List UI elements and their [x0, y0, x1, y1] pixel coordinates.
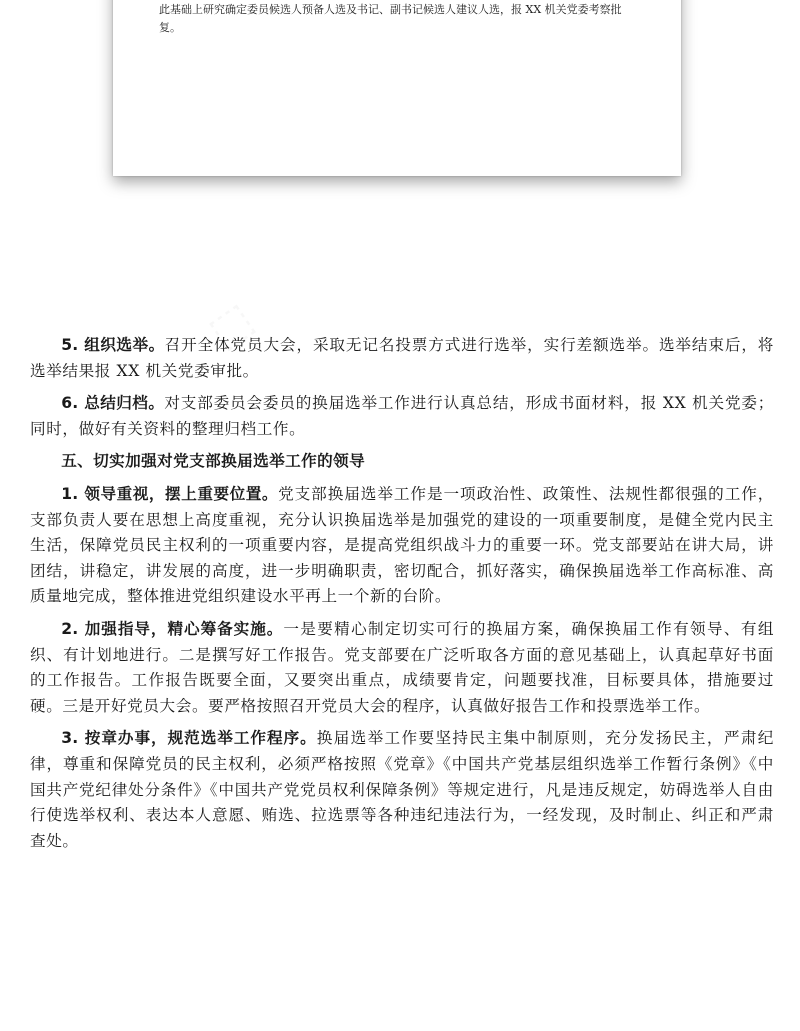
paragraph-lead: 5. 组织选举。	[61, 336, 165, 354]
paragraph-lead: 2. 加强指导，精心筹备实施。	[61, 619, 284, 638]
paragraph-lead: 6. 总结归档。	[61, 394, 165, 413]
paragraph-text: 召开全体党员大会，采取无记名投票方式进行选举，实行差额选举。选举结束后，将选举结果报 XX 机关党委审批。	[30, 336, 774, 380]
watermark: ⬚	[199, 292, 263, 359]
previous-page-card	[113, 0, 681, 176]
paragraph-lead: 3. 按章办事，规范选举工作程序。	[61, 729, 317, 748]
paragraph-text: 党支部换届选举工作是一项政治性、政策性、法规性都很强的工作，支部负责人要在思想上高度重视，充分认识换届选举是加强党的建设的一项重要制度，是健全党内民主生活，保障党员民主权利的一项重要内容，是提高党组织战斗力的重要一环。党支部要站在讲大局，讲团结，讲稳定，讲发展的高度，进一步明确职责，密切配合，抓好落实，确保换届选举工作高标准、高质量地完成，整体推进党组织建设水平再上一个新的台阶。	[30, 484, 774, 606]
paragraph-text: 对支部委员会委员的换届选举工作进行认真总结，形成书面材料，报 XX 机关党委；同时，做好有关资料的整理归档工作。	[30, 394, 774, 438]
section-heading: 五、切实加强对党支部换届选举工作的领导	[61, 452, 366, 471]
paragraph-guidance-preparation	[30, 617, 774, 719]
paragraph-leadership-attention	[30, 482, 774, 610]
page-preview-area	[0, 0, 800, 205]
document-body	[30, 333, 774, 861]
paragraph-summary-archive	[30, 391, 774, 442]
paragraph-text: 一是要精心制定切实可行的换届方案，确保换届工作有领导、有组织、有计划地进行。二是撰写好工作报告。党支部要在广泛听取各方面的意见基础上，认真起草好书面的工作报告。工作报告既要全面，又要突出重点，成绩要肯定，问题要找准，目标要具体，措施要过硬。三是开好党员大会。要严格按照召开党员大会的程序，认真做好报告工作和投票选举工作。	[30, 619, 775, 715]
paragraph-lead: 1. 领导重视，摆上重要位置。	[61, 484, 279, 503]
paragraph-regulated-procedure	[30, 726, 774, 854]
paragraph-text: 换届选举工作要坚持民主集中制原则，充分发扬民主，严肃纪律，尊重和保障党员的民主权利，必须严格按照《党章》《中国共产党基层组织选举工作暂行条例》《中国共产党纪律处分条件》《中国共产党党员权利保障条例》等规定进行，凡是违反规定，妨碍选举人自由行使选举权利、表达本人意愿、贿选、拉选票等各种违纪违法行为，一经发现，及时制止、纠正和严肃查处。	[30, 729, 774, 850]
previous-page-snippet: 此基础上研究确定委员候选人预备人选及书记、副书记候选人建议人选，报 XX 机关党委考察批复。	[159, 3, 622, 34]
paragraph-organize-election	[30, 333, 774, 384]
